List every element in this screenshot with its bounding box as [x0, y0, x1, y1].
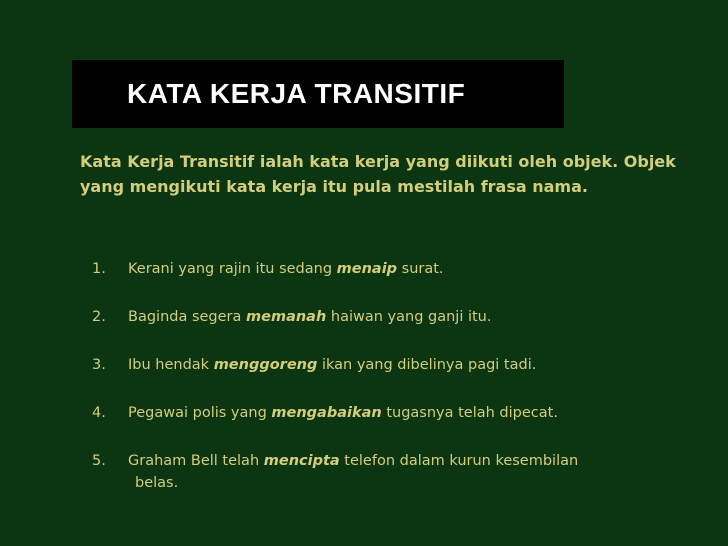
transitive-verb: mencipta — [263, 453, 340, 469]
sentence-before: Graham Bell telah — [128, 453, 264, 469]
list-number: 3. — [92, 357, 106, 373]
example-list — [92, 258, 712, 498]
slide-title: KATA KERJA TRANSITIF — [127, 78, 466, 109]
list-number: 1. — [92, 261, 106, 277]
sentence-before: Baginda segera — [128, 309, 247, 325]
list-item — [92, 450, 712, 498]
list-item — [92, 402, 712, 450]
title-box — [72, 60, 564, 128]
sentence-after: telefon dalam kurun kesembilan — [339, 453, 579, 469]
sentence-after: ikan yang dibelinya pagi tadi. — [317, 357, 537, 373]
sentence-after: haiwan yang ganji itu. — [326, 309, 492, 325]
list-number: 5. — [92, 453, 106, 469]
list-item — [92, 306, 712, 354]
sentence-before: Ibu hendak — [128, 357, 214, 373]
sentence-before: Kerani yang rajin itu sedang — [128, 261, 337, 277]
list-number: 4. — [92, 405, 106, 421]
transitive-verb: menaip — [336, 261, 398, 277]
sentence-before: Pegawai polis yang — [128, 405, 272, 421]
definition-text: Kata Kerja Transitif ialah kata kerja yang diikuti oleh objek. Objek yang mengikuti kata kerja itu pula mestilah frasa nama. — [80, 152, 676, 196]
sentence-continuation: belas. — [135, 475, 179, 491]
list-number: 2. — [92, 309, 106, 325]
list-item — [92, 258, 712, 306]
sentence-after: surat. — [397, 261, 444, 277]
transitive-verb: menggoreng — [213, 357, 318, 373]
transitive-verb: memanah — [246, 309, 327, 325]
list-item — [92, 354, 712, 402]
transitive-verb: mengabaikan — [271, 405, 382, 421]
sentence-after: tugasnya telah dipecat. — [381, 405, 558, 421]
